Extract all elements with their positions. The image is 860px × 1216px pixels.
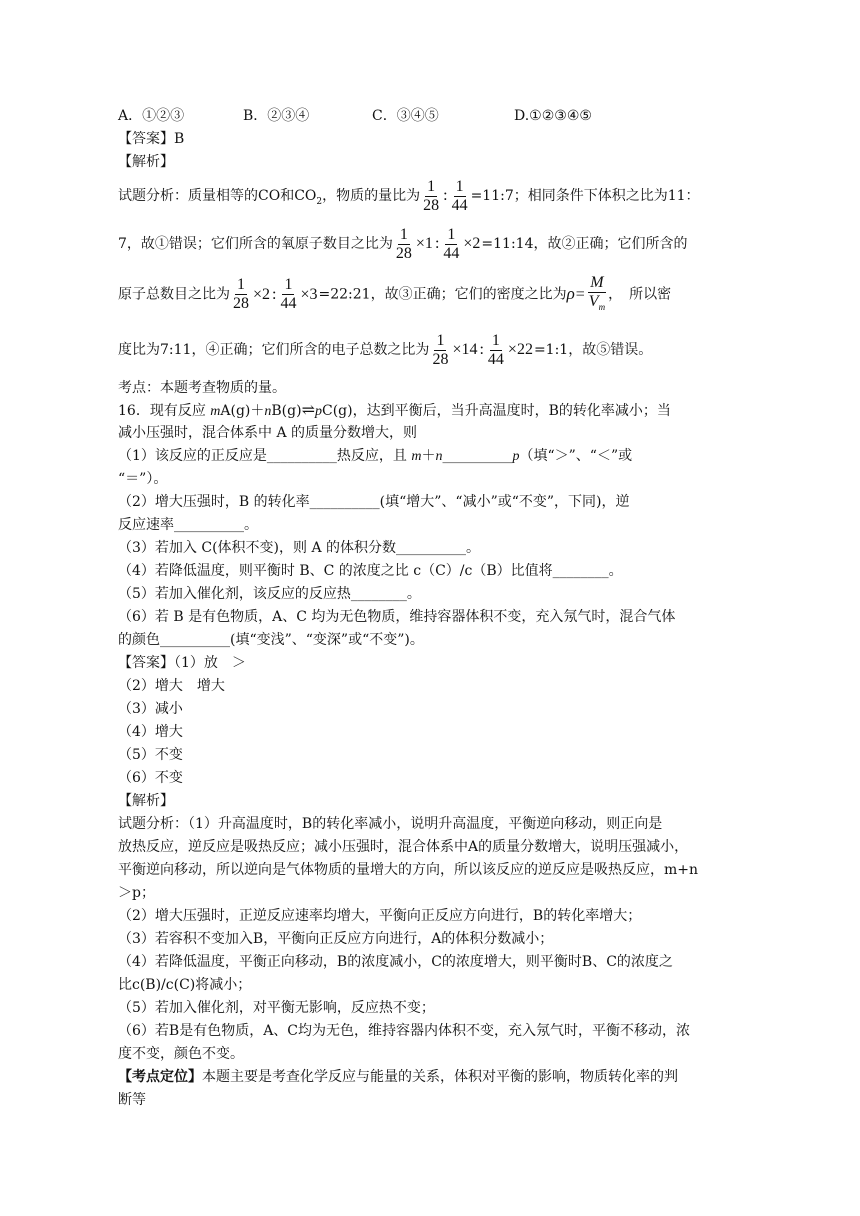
q16-analysis-head: 【解析】 — [118, 793, 174, 809]
kaodian-label: 【考点定位】 — [118, 1069, 202, 1085]
q16-analysis-line: （5）若加入催化剂，对平衡无影响，反应热不变； — [118, 1000, 435, 1016]
q16-analysis-line: （2）增大压强时，正逆反应速率均增大，平衡向正反应方向进行，B的转化率增大； — [118, 908, 642, 924]
q15-kaodian: 考点：本题考查物质的量。 — [118, 380, 286, 396]
equilibrium-arrow: ⇌ — [301, 400, 315, 419]
q16-subq3: （3）若加入 C(体积不变)，则 A 的体积分数__________。 — [118, 540, 481, 556]
q15-analysis-head: 【解析】 — [118, 154, 174, 170]
q16-answer-2: （2）增大 增大 — [118, 678, 225, 694]
option-a: A．①②③ — [118, 108, 185, 124]
q16-kaodian-dingwei: 【考点定位】本题主要是考查化学反应与能量的关系，体积对平衡的影响，物质转化率的判 — [118, 1069, 678, 1085]
q16-analysis-line: 平衡逆向移动，所以逆向是气体物质的量增大的方向，所以该反应的逆反应是吸热反应，m+n — [118, 862, 699, 878]
q16-subq2-cont: 反应速率__________。 — [118, 517, 258, 533]
q16-subq6-cont: 的颜色__________(填“变浅”、“变深”或“不变”)。 — [118, 632, 424, 648]
q15-analysis-line4: 度比为7:11，④正确；它们所含的电子总数之比为 $\frac{1}{28}$ ×14 : $\frac{1}{44}$ ×22=1:1，故⑤错误。 — [118, 330, 652, 370]
q16-subq1: （1）该反应的正反应是__________热反应，且 m＋n__________p（填“＞”、“＜”或 — [118, 448, 633, 464]
q16-analysis-line: 比c(B)/c(C)将减小； — [118, 977, 252, 993]
q16-analysis-line: （6）若B是有色物质，A、C均为无色，维持容器内体积不变，充入氖气时，平衡不移动，浓 — [118, 1023, 691, 1039]
q16-analysis-line: 试题分析：（1）升高温度时，B的转化率减小，说明升高温度，平衡逆向移动，则正向是 — [118, 816, 663, 832]
equation-3: $\frac{1}{28}$ ×2 : $\frac{1}{44}$ ×3 — [233, 276, 318, 312]
q16-answer-1: 【答案】（1）放 ＞ — [118, 655, 246, 671]
q16-subq1-cont: “＝”）。 — [118, 471, 168, 487]
q16-answer-4: （4）增大 — [118, 724, 183, 740]
options-row — [118, 106, 718, 126]
q15-analysis-line2: 7，故①错误；它们所含的氧原子数目之比为 $\frac{1}{28}$ ×1 : $\frac{1}{44}$ ×2=11:14，故②正确；它们所含的 — [118, 224, 688, 264]
q16-subq4: （4）若降低温度，则平衡时 B、C 的浓度之比 c（C）/c（B）比值将________。 — [118, 563, 623, 579]
q16-subq6: （6）若 B 是有色物质，A、C 均为无色物质，维持容器体积不变，充入氖气时，混合气体 — [118, 609, 676, 625]
q16-stem-line1: 16．现有反应 mA(g)＋nB(g)⇌pC(g)，达到平衡后，当升高温度时，B的转化率减小；当 — [118, 400, 671, 419]
q15-analysis-line1: 试题分析：质量相等的CO和$CO_2$，物质的量比为 $\frac{1}{28}$ : $\frac{1}{44}$ =11:7；相同条件下体积之比为11： — [118, 176, 700, 216]
density-formula: ρ= $\frac{M}{V_m}$ — [566, 273, 606, 313]
equation-4: $\frac{1}{28}$ ×14 : $\frac{1}{44}$ ×22 — [432, 331, 533, 368]
option-d: D.①②③④⑤ — [514, 108, 592, 124]
q16-analysis-line: （3）若容积不变加入B，平衡向正反应方向进行，A的体积分数减小； — [118, 931, 554, 947]
option-b: B．②③④ — [243, 108, 310, 124]
q16-answer-3: （3）减小 — [118, 701, 183, 717]
q16-analysis-line: 放热反应，逆反应是吸热反应；减小压强时，混合体系中A的质量分数增大，说明压强减小， — [118, 839, 689, 855]
equation-1: $\frac{1}{28}$ : $\frac{1}{44}$ — [423, 177, 468, 214]
fraction-1-28: $\frac{1}{28}$ — [423, 177, 440, 214]
q16-subq5: （5）若加入催化剂，该反应的反应热________。 — [118, 586, 421, 602]
q16-answer-6: （6）不变 — [118, 770, 183, 786]
q16-kaodian-cont: 断等 — [118, 1092, 146, 1108]
q16-analysis-line: ＞p； — [118, 885, 155, 901]
q15-analysis-line3: 原子总数目之比为 $\frac{1}{28}$ ×2 : $\frac{1}{44}$ ×3=22:21，故③正确；它们的密度之比为ρ= $\frac{M}{V_m}$ ， 所以密 — [118, 272, 671, 316]
q16-stem-line2: 减小压强时，混合体系中 A 的质量分数增大，则 — [118, 425, 418, 441]
fraction-1-44: $\frac{1}{44}$ — [451, 177, 468, 214]
q16-analysis-line: 度不变，颜色不变。 — [118, 1046, 244, 1062]
q16-analysis-line: （4）若降低温度，平衡正向移动，B的浓度减小，C的浓度增大，则平衡时B、C的浓度之 — [118, 954, 673, 970]
equation-2: $\frac{1}{28}$ ×1 : $\frac{1}{44}$ ×2 — [395, 225, 481, 262]
option-c: C．③④⑤ — [372, 108, 439, 124]
q16-subq2: （2）增大压强时，B 的转化率__________(填“增大”、“减小”或“不变”，下同)，逆 — [118, 494, 630, 510]
q16-answer-5: （5）不变 — [118, 747, 183, 763]
q15-answer: 【答案】B — [118, 131, 185, 147]
